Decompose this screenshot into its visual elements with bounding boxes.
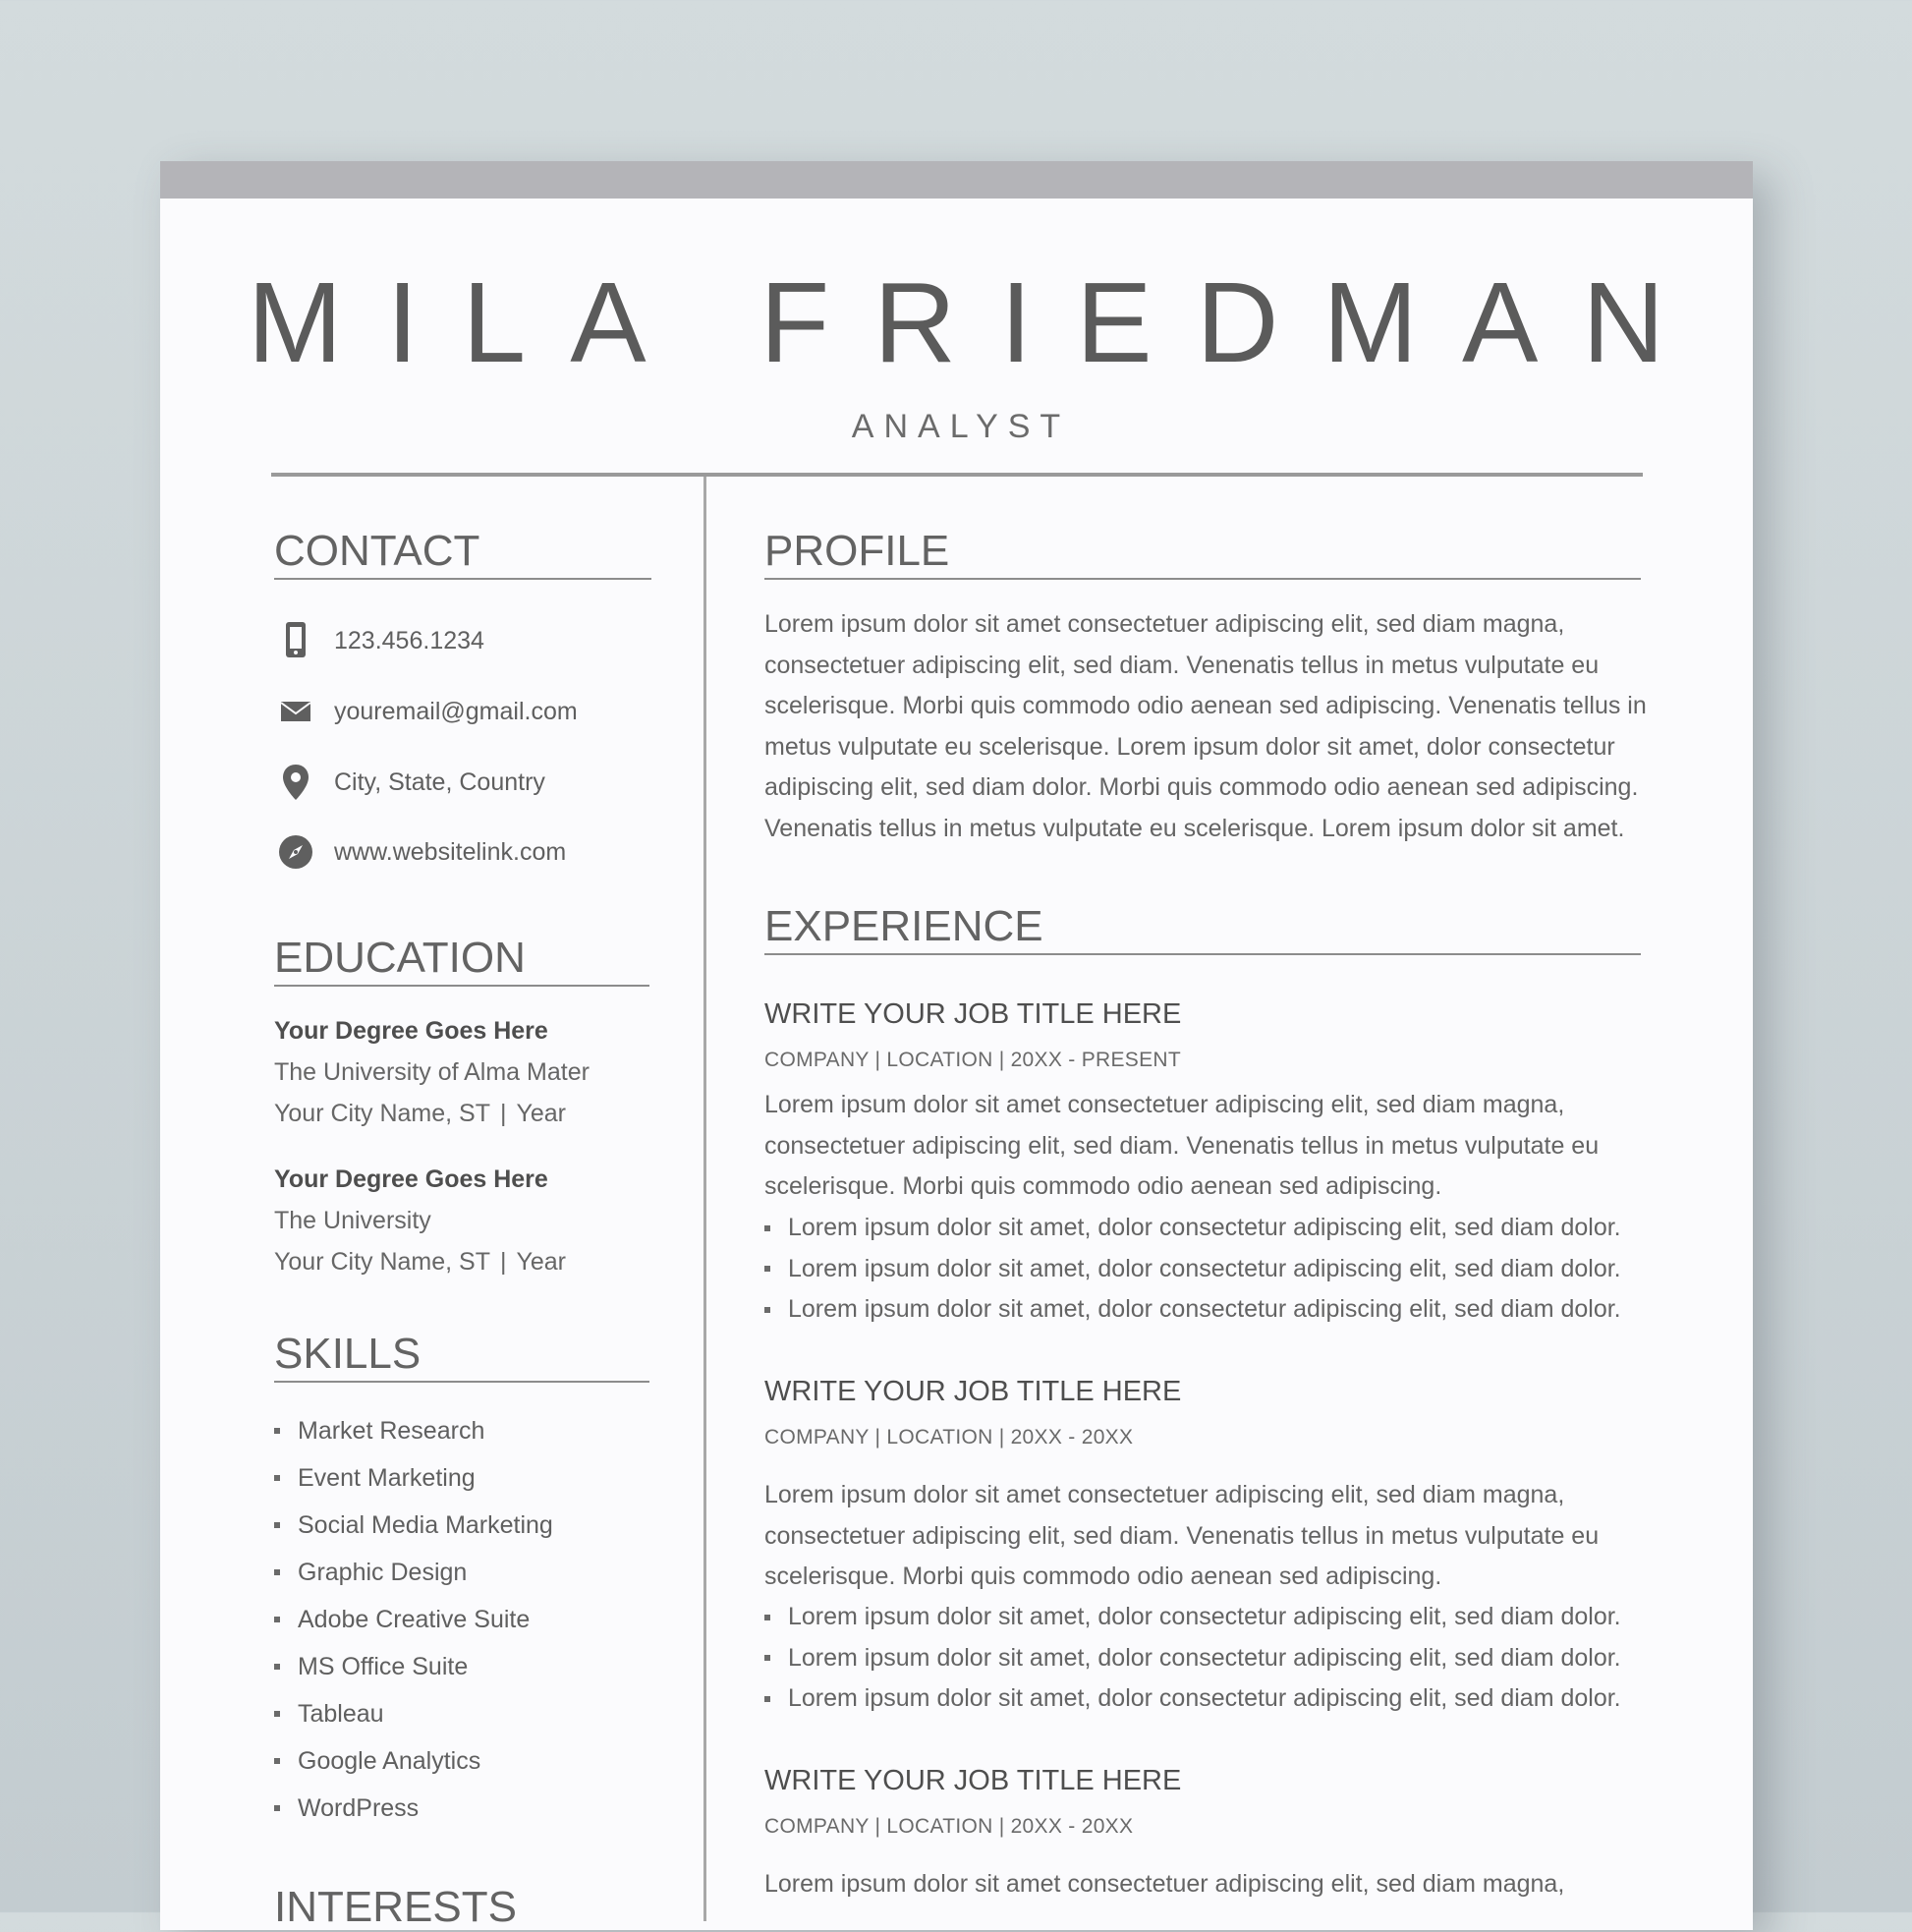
job-bullet <box>764 1678 1621 1720</box>
skill-item <box>274 1737 553 1785</box>
bullet-icon <box>764 1266 770 1272</box>
job-line: Lorem ipsum dolor sit amet consectetuer adipiscing elit, sed diam magna, <box>764 1481 1565 1508</box>
skill-item <box>274 1549 553 1596</box>
job-line: scelerisque. Morbi quis commodo odio aenean sed adipiscing. <box>764 1563 1442 1591</box>
skill-label: Adobe Creative Suite <box>298 1606 531 1633</box>
bullet-icon <box>274 1428 280 1434</box>
contact-website[interactable] <box>275 831 566 873</box>
job-bullet <box>764 1208 1621 1249</box>
job-line: consectetuer adipiscing elit, sed diam. Venenatis tellus in metus vulputate eu <box>764 1131 1600 1160</box>
job-bullet <box>764 1638 1621 1679</box>
compass-icon <box>275 831 316 873</box>
bullet-icon <box>764 1307 770 1313</box>
education-entry <box>274 1010 590 1134</box>
contact-email[interactable] <box>275 691 578 732</box>
bullet-icon <box>764 1655 770 1661</box>
experience-heading: EXPERIENCE <box>764 902 1043 950</box>
job-bullet-text: Lorem ipsum dolor sit amet, dolor consectetur adipiscing elit, sed diam dolor. <box>788 1214 1621 1241</box>
education-rule <box>274 985 649 987</box>
education-city: Your City Name, ST <box>274 1100 490 1127</box>
skill-item <box>274 1454 553 1502</box>
experience-rule <box>764 953 1641 955</box>
skill-label: MS Office Suite <box>298 1653 469 1680</box>
page-top-band <box>160 161 1753 199</box>
bullet-icon <box>274 1664 280 1670</box>
job-bullet <box>764 1249 1621 1290</box>
bullet-icon <box>274 1758 280 1764</box>
resume-name: MILA FRIEDMAN <box>247 258 1710 386</box>
profile-line: Venenatis tellus in metus vulputate eu scelerisque. Lorem ipsum dolor sit amet. <box>764 814 1625 842</box>
skill-item <box>274 1502 553 1549</box>
job-title: WRITE YOUR JOB TITLE HERE <box>764 1376 1182 1407</box>
education-year: Year <box>516 1248 566 1276</box>
education-entry <box>274 1159 566 1282</box>
education-city-year <box>274 1093 590 1134</box>
contact-rule <box>274 578 651 580</box>
job-meta: COMPANY | LOCATION | 20XX - PRESENT <box>764 1049 1181 1071</box>
profile-heading: PROFILE <box>764 527 950 575</box>
bullet-icon <box>764 1615 770 1620</box>
education-city: Your City Name, ST <box>274 1248 490 1276</box>
job-meta: COMPANY | LOCATION | 20XX - 20XX <box>764 1426 1134 1449</box>
skill-label: Market Research <box>298 1417 485 1445</box>
location-pin-icon <box>275 762 316 803</box>
skill-label: Graphic Design <box>298 1559 468 1586</box>
skills-heading: SKILLS <box>274 1330 422 1378</box>
job-bullet-text: Lorem ipsum dolor sit amet, dolor consectetur adipiscing elit, sed diam dolor. <box>788 1643 1621 1672</box>
job-line: scelerisque. Morbi quis commodo odio aenean sed adipiscing. <box>764 1172 1442 1201</box>
contact-phone-text: 123.456.1234 <box>334 626 484 654</box>
job-description <box>764 1475 1649 1598</box>
job-title: WRITE YOUR JOB TITLE HERE <box>764 1765 1182 1796</box>
skill-item <box>274 1643 553 1690</box>
profile-line: scelerisque. Morbi quis commodo odio aenean sed adipiscing. Venenatis tellus in <box>764 692 1647 720</box>
skills-list <box>274 1407 553 1832</box>
contact-website-text[interactable]: www.websitelink.com <box>334 837 567 866</box>
profile-line: metus vulputate eu scelerisque. Lorem ipsum dolor sit amet, dolor consectetur <box>764 732 1615 761</box>
profile-rule <box>764 578 1641 580</box>
skill-label: Google Analytics <box>298 1747 481 1775</box>
job-line: consectetuer adipiscing elit, sed diam. Venenatis tellus in metus vulputate eu <box>764 1521 1600 1550</box>
job-bullet <box>764 1597 1621 1638</box>
job-bullet-text: Lorem ipsum dolor sit amet, dolor consectetur adipiscing elit, sed diam dolor. <box>788 1254 1621 1282</box>
header-divider <box>271 473 1643 477</box>
bullet-icon <box>764 1225 770 1231</box>
skills-rule <box>274 1381 649 1383</box>
skill-item <box>274 1407 553 1454</box>
education-year: Year <box>516 1100 566 1127</box>
job-meta: COMPANY | LOCATION | 20XX - 20XX <box>764 1815 1134 1838</box>
bullet-icon <box>274 1711 280 1717</box>
job-line: Lorem ipsum dolor sit amet consectetuer adipiscing elit, sed diam magna, <box>764 1870 1565 1898</box>
skill-item <box>274 1690 553 1737</box>
contact-heading: CONTACT <box>274 527 480 575</box>
job-description <box>764 1085 1649 1208</box>
bullet-icon <box>274 1475 280 1481</box>
bullet-icon <box>274 1617 280 1622</box>
contact-phone <box>275 620 484 661</box>
job-line: Lorem ipsum dolor sit amet consectetuer adipiscing elit, sed diam magna, <box>764 1091 1565 1118</box>
profile-text <box>764 604 1649 850</box>
education-separator: | <box>499 1248 507 1276</box>
skill-item <box>274 1785 553 1832</box>
contact-location-text: City, State, Country <box>334 767 545 796</box>
education-school: The University <box>274 1207 431 1234</box>
job-bullets <box>764 1208 1621 1331</box>
education-degree: Your Degree Goes Here <box>274 1017 548 1045</box>
skill-label: WordPress <box>298 1794 420 1822</box>
profile-line: Lorem ipsum dolor sit amet consectetuer adipiscing elit, sed diam magna, <box>764 610 1565 638</box>
bullet-icon <box>764 1696 770 1702</box>
contact-location <box>275 762 545 803</box>
profile-line: adipiscing elit, sed diam dolor. Morbi quis commodo odio aenean sed adipiscing. <box>764 773 1639 802</box>
job-title: WRITE YOUR JOB TITLE HERE <box>764 998 1182 1030</box>
job-bullet-text: Lorem ipsum dolor sit amet, dolor consectetur adipiscing elit, sed diam dolor. <box>788 1684 1621 1713</box>
education-city-year <box>274 1241 566 1282</box>
skill-label: Event Marketing <box>298 1464 476 1492</box>
job-description <box>764 1864 1649 1905</box>
education-degree: Your Degree Goes Here <box>274 1165 548 1193</box>
interests-heading: INTERESTS <box>274 1883 517 1931</box>
mail-icon <box>275 691 316 732</box>
skill-label: Social Media Marketing <box>298 1511 553 1539</box>
job-bullet-text: Lorem ipsum dolor sit amet, dolor consectetur adipiscing elit, sed diam dolor. <box>788 1295 1621 1324</box>
contact-email-text[interactable]: youremail@gmail.com <box>334 697 578 725</box>
bullet-icon <box>274 1805 280 1811</box>
bullet-icon <box>274 1569 280 1575</box>
education-heading: EDUCATION <box>274 934 526 982</box>
education-school: The University of Alma Mater <box>274 1058 590 1086</box>
job-bullets <box>764 1597 1621 1720</box>
phone-icon <box>275 620 316 661</box>
skill-item <box>274 1596 553 1643</box>
job-bullet <box>764 1289 1621 1331</box>
column-divider <box>703 477 706 1921</box>
education-separator: | <box>499 1100 507 1127</box>
profile-line: consectetuer adipiscing elit, sed diam. Venenatis tellus in metus vulputate eu <box>764 651 1600 679</box>
resume-title: ANALYST <box>851 408 1071 445</box>
skill-label: Tableau <box>298 1700 384 1728</box>
job-bullet-text: Lorem ipsum dolor sit amet, dolor consectetur adipiscing elit, sed diam dolor. <box>788 1603 1621 1630</box>
bullet-icon <box>274 1522 280 1528</box>
